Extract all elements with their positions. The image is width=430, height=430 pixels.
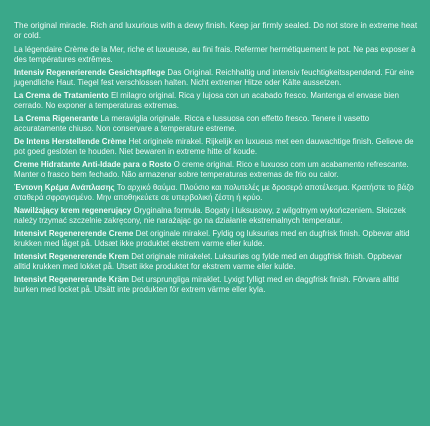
paragraph-spanish	[14, 91, 418, 110]
paragraph-polish	[14, 206, 418, 225]
paragraph-label: Intensivt Regenererende Krem	[14, 252, 130, 261]
paragraph-danish	[14, 229, 418, 248]
multilingual-text-block	[14, 21, 418, 298]
paragraph-label: Nawilżający krem regenerujący	[14, 206, 132, 215]
paragraph-text: Das Original. Reichhaltig und intensiv feuchtigkeitsspendend. Für eine jugendliche Haut. Tiegel fest verschlossen halten. Nicht extremer Hitze oder Kälte aussetzen.	[14, 68, 414, 87]
paragraph-text: Det ursprungliga miraklet. Lyxigt fylligt med en daggfrisk finish. Förvara alltid burken med locket på. Utsätt inte produkten för extrem värme eller kyla.	[14, 275, 399, 294]
paragraph-portuguese	[14, 160, 418, 179]
paragraph-french	[14, 45, 418, 64]
paragraph-text: Oryginalna formuła. Bogaty i luksusowy, z wilgotnym wykończeniem. Słoiczek należy trzymać szczelnie zakręcony, nie narażając go na działanie ekstremalnych temperatur.	[14, 206, 406, 225]
paragraph-text: The original miracle. Rich and luxurious with a dewy finish. Keep jar firmly sealed. Do not store in extreme heat or cold.	[14, 21, 418, 40]
paragraph-text: Το αρχικό θαύμα. Πλούσιο και πολυτελές με δροσερό αποτέλεσμα. Κρατήστε το βάζο σταθερά σφραγισμένο. Μην αποθηκεύετε σε υπερβολική ζέστη ή κρύο.	[14, 183, 414, 202]
paragraph-english	[14, 21, 418, 41]
paragraph-text: Het originele mirakel. Rijkelijk en luxueus met een dauwachtige finish. Gelieve de pot goed gesloten te houden. Niet bewaren in extreme hitte of koude.	[14, 137, 414, 156]
paragraph-label: Intensivt Regenererande Kräm	[14, 275, 130, 284]
paragraph-greek	[14, 183, 418, 202]
paragraph-label: Creme Hidratante Anti-Idade para o Rosto	[14, 160, 172, 169]
paragraph-dutch	[14, 137, 418, 156]
paragraph-text: Det originale mirakelet. Luksuriøs og fylde med en duggfrisk finish. Oppbevar alltid krukken med lokket på. Utsett ikke produktet for ekstrem varme eller kulde.	[14, 252, 403, 271]
paragraph-norwegian	[14, 252, 418, 271]
paragraph-label: Intensivt Regenererende Creme	[14, 229, 134, 238]
paragraph-label: De Intens Herstellende Crème	[14, 137, 127, 146]
paragraph-text: La légendaire Crème de la Mer, riche et luxueuse, au fini frais. Refermer hermétiquement le pot. Ne pas exposer à des températures extrêmes.	[14, 45, 416, 64]
paragraph-label: Intensiv Regenerierende Gesichtspflege	[14, 68, 166, 77]
paragraph-swedish	[14, 275, 418, 294]
bottom-edge	[0, 426, 430, 430]
paragraph-label: La Crema Rigenerante	[14, 114, 99, 123]
paragraph-label: La Crema de Tratamiento	[14, 91, 109, 100]
paragraph-text: Det originale mirakel. Fyldig og luksuriøs med en dugfrisk finish. Opbevar altid krukken med låget på. Udsæt ikke produktet ekstrem varme eller kulde.	[14, 229, 410, 248]
paragraph-text: El milagro original. Rica y lujosa con un acabado fresco. Mantenga el envase bien cerrado. No exponer a temperaturas extremas.	[14, 91, 400, 110]
paragraph-german	[14, 68, 418, 87]
paragraph-text: La meraviglia originale. Ricca e lussuosa con effetto fresco. Tenere il vasetto accuratamente chiuso. Non conservare a temperature estreme.	[14, 114, 370, 133]
paragraph-text: O creme original. Rico e luxuoso com um acabamento refrescante. Manter o frasco bem fechado. Não armazenar sobre temperaturas extremas de frio ou calor.	[14, 160, 409, 179]
paragraph-label: Έντονη Κρέμα Ανάπλασης	[14, 183, 115, 192]
paragraph-italian	[14, 114, 418, 133]
